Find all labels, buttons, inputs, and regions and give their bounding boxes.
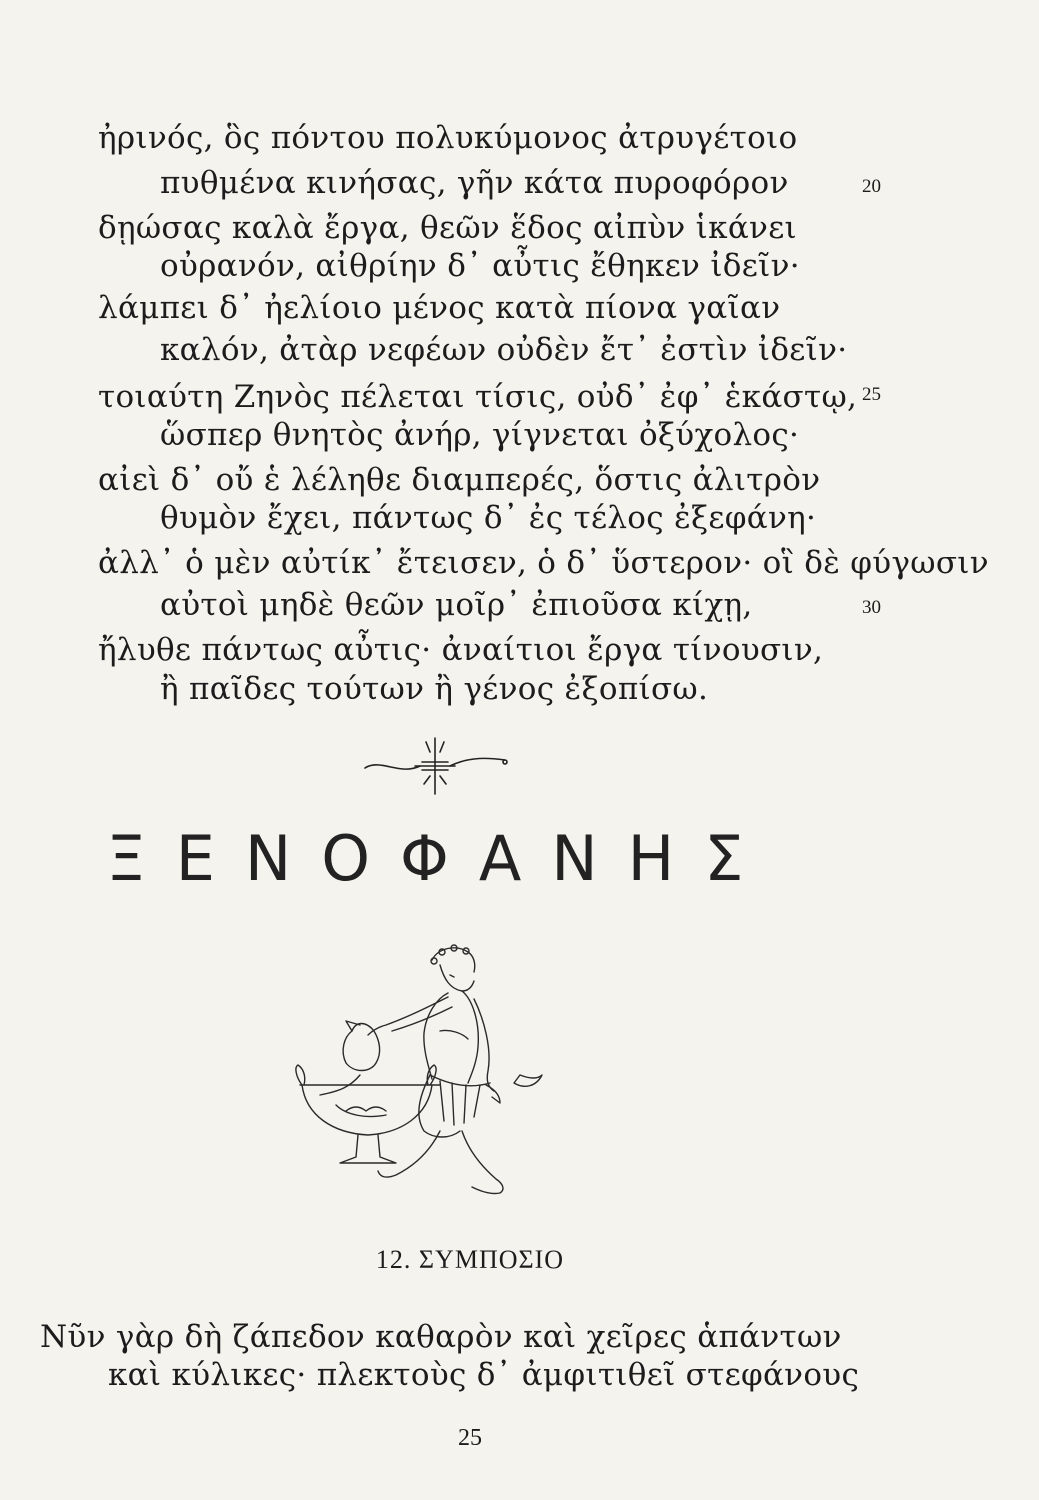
- line-number: 20: [862, 176, 881, 197]
- poem-line: Νῦν γὰρ δὴ ζάπεδον καθαρὸν καὶ χεῖρες ἁπάντων: [40, 1319, 842, 1355]
- poem-line: αὐτοὶ μηδὲ θεῶν μοῖρ᾽ ἐπιοῦσα κίχῃ,: [160, 587, 753, 623]
- poem-line: ὥσπερ θνητὸς ἀνήρ, γίγνεται ὀξύχολος·: [160, 417, 800, 453]
- line-number: 30: [862, 597, 881, 618]
- symposium-vase-illustration: [290, 935, 570, 1205]
- poem-line: ἀλλ᾽ ὁ μὲν αὐτίκ᾽ ἔτεισεν, ὁ δ᾽ ὕστερον· οἳ δὲ φύγωσιν: [98, 545, 989, 581]
- section-title: 12. ΣΥΜΠΟΣΙΟ: [375, 1245, 565, 1274]
- line-number: 25: [862, 384, 881, 405]
- poem-line: ἠρινός, ὃς πόντου πολυκύμονος ἀτρυγέτοιο: [98, 120, 798, 156]
- poet-name-heading: ΞΕΝΟΦΑΝΗΣ: [106, 822, 774, 895]
- poem-line: οὐρανόν, αἰθρίην δ᾽ αὖτις ἔθηκεν ἰδεῖν·: [160, 248, 800, 284]
- poem-line: θυμὸν ἔχει, πάντως δ᾽ ἐς τέλος ἐξεφάνη·: [160, 500, 817, 536]
- poem-line: δῃώσας καλὰ ἔργα, θεῶν ἕδος αἰπὺν ἱκάνει: [98, 210, 798, 246]
- poem-line: καλόν, ἀτὰρ νεφέων οὐδὲν ἔτ᾽ ἐστὶν ἰδεῖν·: [160, 332, 848, 368]
- poem-line: λάμπει δ᾽ ἠελίοιο μένος κατὰ πίονα γαῖαν: [98, 290, 781, 326]
- poem-line: αἰεὶ δ᾽ οὔ ἑ λέληθε διαμπερές, ὅστις ἀλιτρὸν: [98, 462, 821, 498]
- poem-line: πυθμένα κινήσας, γῆν κάτα πυροφόρον: [160, 165, 789, 201]
- decorative-ornament: [360, 728, 510, 798]
- poem-line: καὶ κύλικες· πλεκτοὺς δ᾽ ἀμφιτιθεῖ στεφάνους: [108, 1357, 860, 1393]
- page-number: 25: [458, 1425, 482, 1451]
- poem-line: τοιαύτη Ζηνὸς πέλεται τίσις, οὐδ᾽ ἐφ᾽ ἑκάστῳ,: [98, 379, 858, 415]
- poem-line: ἤλυθε πάντως αὖτις· ἀναίτιοι ἔργα τίνουσιν,: [98, 632, 824, 668]
- poem-line: ἢ παῖδες τούτων ἢ γένος ἐξοπίσω.: [160, 671, 709, 707]
